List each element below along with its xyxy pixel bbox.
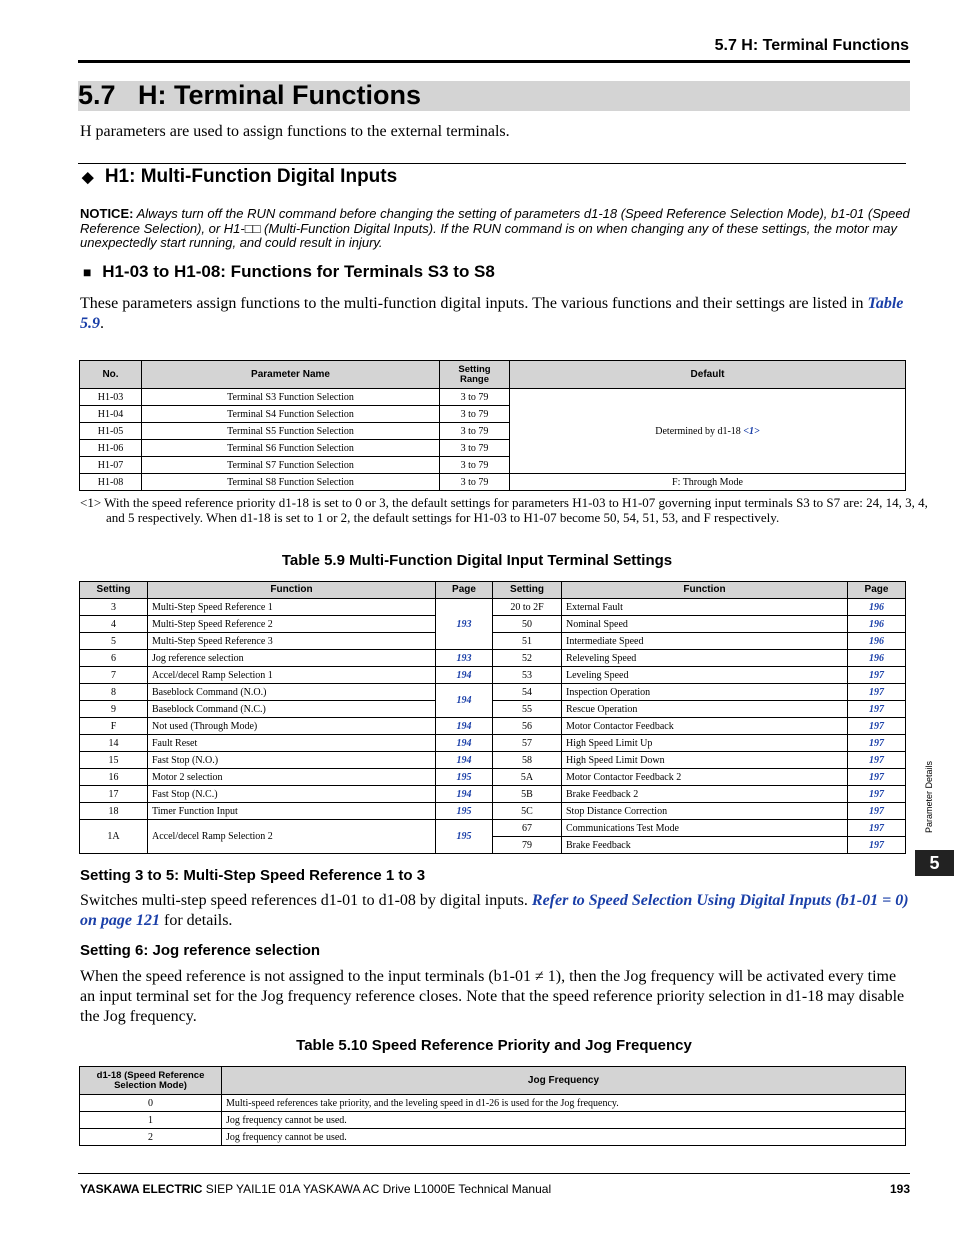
cell-function: Releveling Speed xyxy=(562,650,848,667)
cell-setting: 54 xyxy=(493,684,562,701)
terminal-settings-table xyxy=(79,581,906,854)
page-link[interactable]: 194 xyxy=(436,667,493,684)
cell-no: H1-08 xyxy=(80,474,142,491)
table-row xyxy=(80,389,906,406)
h2-paragraph xyxy=(80,294,910,334)
page-link[interactable]: 194 xyxy=(436,735,493,752)
table-row xyxy=(80,701,906,718)
page-link[interactable]: 194 xyxy=(436,786,493,803)
cell-setting: 3 xyxy=(80,599,148,616)
col-header-name: Parameter Name xyxy=(142,361,440,389)
col-header-function: Function xyxy=(562,582,848,599)
setting-3-5-paragraph xyxy=(80,891,910,931)
section-title: 5.7 H: Terminal Functions xyxy=(78,80,422,110)
footer-doc-title: SIEP YAIL1E 01A YASKAWA AC Drive L1000E Technical Manual xyxy=(202,1182,552,1196)
notice-text: Always turn off the RUN command before changing the setting of parameters d1-18 (Speed Reference Selection Mode), b1-01 (Speed Reference Selection), or H1-□□ (Multi-Function Digital Inputs). If the RUN command is on when changing any of these settings, the motor may unexpectedly start running, and could result in injury. xyxy=(80,206,910,250)
table-row xyxy=(80,1112,906,1129)
notice xyxy=(80,207,910,251)
setting-3-5-heading: Setting 3 to 5: Multi-Step Speed Reference 1 to 3 xyxy=(80,867,426,884)
page-link[interactable]: 197 xyxy=(848,701,906,718)
notice-label: NOTICE: xyxy=(80,206,134,221)
cell-function: High Speed Limit Down xyxy=(562,752,848,769)
cell-setting: 1A xyxy=(80,820,148,854)
cell-function: Accel/decel Ramp Selection 2 xyxy=(148,820,436,854)
cell-setting: 79 xyxy=(493,837,562,854)
cell-setting: 58 xyxy=(493,752,562,769)
table-row xyxy=(80,599,906,616)
jog-frequency-table xyxy=(79,1066,906,1146)
cell-setting: 5C xyxy=(493,803,562,820)
page-link[interactable]: 197 xyxy=(848,769,906,786)
page-link[interactable]: 197 xyxy=(848,803,906,820)
paragraph-text-end: . xyxy=(100,315,104,332)
cell-function: Accel/decel Ramp Selection 1 xyxy=(148,667,436,684)
cell-function: Motor 2 selection xyxy=(148,769,436,786)
col-header-no: No. xyxy=(80,361,142,389)
table-row xyxy=(80,684,906,701)
table-row xyxy=(80,474,906,491)
page-link[interactable]: 194 xyxy=(436,718,493,735)
cell-function: Rescue Operation xyxy=(562,701,848,718)
cell-function: Brake Feedback xyxy=(562,837,848,854)
table-5-9-caption: Table 5.9 Multi-Function Digital Input Terminal Settings xyxy=(281,552,673,569)
cell-function: Fault Reset xyxy=(148,735,436,752)
cell-setting: 57 xyxy=(493,735,562,752)
cell-function: External Fault xyxy=(562,599,848,616)
table-row xyxy=(80,718,906,735)
cell-setting: 17 xyxy=(80,786,148,803)
cell-mode: 1 xyxy=(80,1112,222,1129)
cell-setting: 56 xyxy=(493,718,562,735)
cell-setting: 20 to 2F xyxy=(493,599,562,616)
table-5-10-caption: Table 5.10 Speed Reference Priority and Jog Frequency xyxy=(296,1037,692,1054)
cell-function: Fast Stop (N.C.) xyxy=(148,786,436,803)
cell-default: F: Through Mode xyxy=(510,474,906,491)
table-row xyxy=(80,616,906,633)
cell-jog: Multi-speed references take priority, and the leveling speed in d1-26 is used for the Jog frequency. xyxy=(222,1095,906,1112)
diamond-icon: ◆ xyxy=(82,169,94,186)
table-row xyxy=(80,803,906,820)
cell-range: 3 to 79 xyxy=(440,440,510,457)
page-link[interactable]: 197 xyxy=(848,667,906,684)
page-link[interactable]: 197 xyxy=(848,718,906,735)
cell-setting: 6 xyxy=(80,650,148,667)
col-header-default: Default xyxy=(510,361,906,389)
paragraph-text: These parameters assign functions to the multi-function digital inputs. The various functions and their settings are listed in xyxy=(80,295,868,312)
cell-setting: 15 xyxy=(80,752,148,769)
page-link[interactable]: 193 xyxy=(436,650,493,667)
table-row xyxy=(80,735,906,752)
page-link[interactable]: 193 xyxy=(436,599,493,650)
cell-no: H1-03 xyxy=(80,389,142,406)
cell-setting: 5B xyxy=(493,786,562,803)
parameter-table xyxy=(79,360,906,491)
page-link[interactable]: 196 xyxy=(848,650,906,667)
table-row xyxy=(80,820,906,837)
cell-range: 3 to 79 xyxy=(440,389,510,406)
table-row xyxy=(80,1129,906,1146)
cell-function: Leveling Speed xyxy=(562,667,848,684)
square-icon: ■ xyxy=(83,264,92,280)
cell-setting: 51 xyxy=(493,633,562,650)
page-link[interactable]: 195 xyxy=(436,820,493,854)
page-link[interactable]: 197 xyxy=(848,837,906,854)
cell-setting: 8 xyxy=(80,684,148,701)
cell-name: Terminal S4 Function Selection xyxy=(142,406,440,423)
cell-function: Multi-Step Speed Reference 1 xyxy=(148,599,436,616)
side-section-label xyxy=(914,745,944,850)
cell-function: High Speed Limit Up xyxy=(562,735,848,752)
setting-6-heading: Setting 6: Jog reference selection xyxy=(80,942,321,959)
cell-function: Baseblock Command (N.C.) xyxy=(148,701,436,718)
footer-brand: YASKAWA ELECTRIC xyxy=(80,1182,203,1196)
cell-range: 3 to 79 xyxy=(440,474,510,491)
page-link[interactable]: 195 xyxy=(436,803,493,820)
page-link[interactable]: 197 xyxy=(848,684,906,701)
cell-range: 3 to 79 xyxy=(440,406,510,423)
page-number: 193 xyxy=(889,1182,910,1196)
cell-setting: 9 xyxy=(80,701,148,718)
cell-no: H1-04 xyxy=(80,406,142,423)
cell-setting: 50 xyxy=(493,616,562,633)
page-link[interactable]: 197 xyxy=(848,752,906,769)
table-row xyxy=(80,786,906,803)
cell-setting: 5 xyxy=(80,633,148,650)
cell-setting: 7 xyxy=(80,667,148,684)
table-row xyxy=(80,650,906,667)
paragraph-text-end: for details. xyxy=(160,912,233,929)
footnote-link[interactable]: <1> xyxy=(743,425,760,437)
side-label-text: Parameter Details xyxy=(924,760,934,834)
cell-function: Baseblock Command (N.O.) xyxy=(148,684,436,701)
cell-function: Nominal Speed xyxy=(562,616,848,633)
page-link[interactable]: 194 xyxy=(436,684,493,718)
table-footnote: <1> With the speed reference priority d1-18 is set to 0 or 3, the default settings for parameters H1-03 to H1-07 governing input terminals S3 to S7 are: 24, 14, 3, 4, and 5 respectively. When d1-18 is set to 1 or 2, the default settings for H1-03 to H1-07 become 50, 54, 51, 53, and F respectively. xyxy=(80,495,928,525)
table-5-9-link[interactable]: Table 5.9 xyxy=(80,295,904,332)
col-header-page: Page xyxy=(436,582,493,599)
cell-function: Motor Contactor Feedback 2 xyxy=(562,769,848,786)
cell-mode: 2 xyxy=(80,1129,222,1146)
cell-setting: 52 xyxy=(493,650,562,667)
page-link[interactable]: 196 xyxy=(848,599,906,616)
cell-range: 3 to 79 xyxy=(440,457,510,474)
col-header-function: Function xyxy=(148,582,436,599)
cell-default-merged xyxy=(510,389,906,474)
cell-function: Communications Test Mode xyxy=(562,820,848,837)
cell-function: Motor Contactor Feedback xyxy=(562,718,848,735)
cell-function: Timer Function Input xyxy=(148,803,436,820)
cell-no: H1-05 xyxy=(80,423,142,440)
footer-doc-info xyxy=(80,1182,551,1196)
cell-setting: 18 xyxy=(80,803,148,820)
setting-6-paragraph: When the speed reference is not assigned to the input terminals (b1-01 ≠ 1), then the Jog frequency will be activated every time an input terminal set for the Jog frequency reference closes. Note that the speed reference priority selection in d1-18 may disable the Jog frequency. xyxy=(80,968,905,1025)
col-header-mode: d1-18 (Speed Reference Selection Mode) xyxy=(80,1067,222,1095)
speed-selection-link[interactable]: Refer to Speed Selection Using Digital Inputs (b1-01 = 0) on page 121 xyxy=(80,892,909,929)
h1-heading xyxy=(82,165,397,190)
col-header-setting: Setting xyxy=(80,582,148,599)
cell-setting: 55 xyxy=(493,701,562,718)
header-rule xyxy=(78,60,910,63)
table-row xyxy=(80,667,906,684)
table-row xyxy=(80,769,906,786)
col-header-jog: Jog Frequency xyxy=(222,1067,906,1095)
h2-heading xyxy=(83,262,495,282)
cell-setting: 53 xyxy=(493,667,562,684)
cell-name: Terminal S8 Function Selection xyxy=(142,474,440,491)
cell-function: Fast Stop (N.O.) xyxy=(148,752,436,769)
cell-function: Brake Feedback 2 xyxy=(562,786,848,803)
cell-setting: 16 xyxy=(80,769,148,786)
page-link[interactable]: 197 xyxy=(848,820,906,837)
cell-jog: Jog frequency cannot be used. xyxy=(222,1112,906,1129)
cell-function: Inspection Operation xyxy=(562,684,848,701)
page-link[interactable]: 197 xyxy=(848,786,906,803)
cell-function: Stop Distance Correction xyxy=(562,803,848,820)
cell-no: H1-07 xyxy=(80,457,142,474)
cell-function: Intermediate Speed xyxy=(562,633,848,650)
page-link[interactable]: 194 xyxy=(436,752,493,769)
footer-rule xyxy=(78,1173,910,1174)
cell-function: Jog reference selection xyxy=(148,650,436,667)
cell-name: Terminal S7 Function Selection xyxy=(142,457,440,474)
page-link[interactable]: 196 xyxy=(848,616,906,633)
cell-jog: Jog frequency cannot be used. xyxy=(222,1129,906,1146)
col-header-page: Page xyxy=(848,582,906,599)
cell-name: Terminal S6 Function Selection xyxy=(142,440,440,457)
cell-name: Terminal S5 Function Selection xyxy=(142,423,440,440)
h2-heading-text: H1-03 to H1-08: Functions for Terminals S3 to S8 xyxy=(102,262,495,281)
table-row xyxy=(80,752,906,769)
cell-function: Multi-Step Speed Reference 3 xyxy=(148,633,436,650)
cell-function: Multi-Step Speed Reference 2 xyxy=(148,616,436,633)
cell-name: Terminal S3 Function Selection xyxy=(142,389,440,406)
running-header: 5.7 H: Terminal Functions xyxy=(714,37,909,54)
cell-no: H1-06 xyxy=(80,440,142,457)
cell-function: Not used (Through Mode) xyxy=(148,718,436,735)
cell-setting: 4 xyxy=(80,616,148,633)
cell-setting: 5A xyxy=(493,769,562,786)
paragraph-text: Switches multi-step speed references d1-01 to d1-08 by digital inputs. xyxy=(80,892,532,909)
default-text: Determined by d1-18 xyxy=(655,425,744,437)
cell-setting: F xyxy=(80,718,148,735)
col-header-setting: Setting xyxy=(493,582,562,599)
section-intro: H parameters are used to assign functions to the external terminals. xyxy=(80,123,510,140)
table-row xyxy=(80,633,906,650)
chapter-tab[interactable]: 5 xyxy=(915,850,954,876)
table-row xyxy=(80,1095,906,1112)
cell-mode: 0 xyxy=(80,1095,222,1112)
cell-setting: 14 xyxy=(80,735,148,752)
page-link[interactable]: 196 xyxy=(848,633,906,650)
subsection-rule xyxy=(78,163,906,164)
cell-setting: 67 xyxy=(493,820,562,837)
cell-range: 3 to 79 xyxy=(440,423,510,440)
page-link[interactable]: 197 xyxy=(848,735,906,752)
h1-heading-text: H1: Multi-Function Digital Inputs xyxy=(104,166,398,187)
col-header-range: Setting Range xyxy=(440,361,510,389)
page-link[interactable]: 195 xyxy=(436,769,493,786)
